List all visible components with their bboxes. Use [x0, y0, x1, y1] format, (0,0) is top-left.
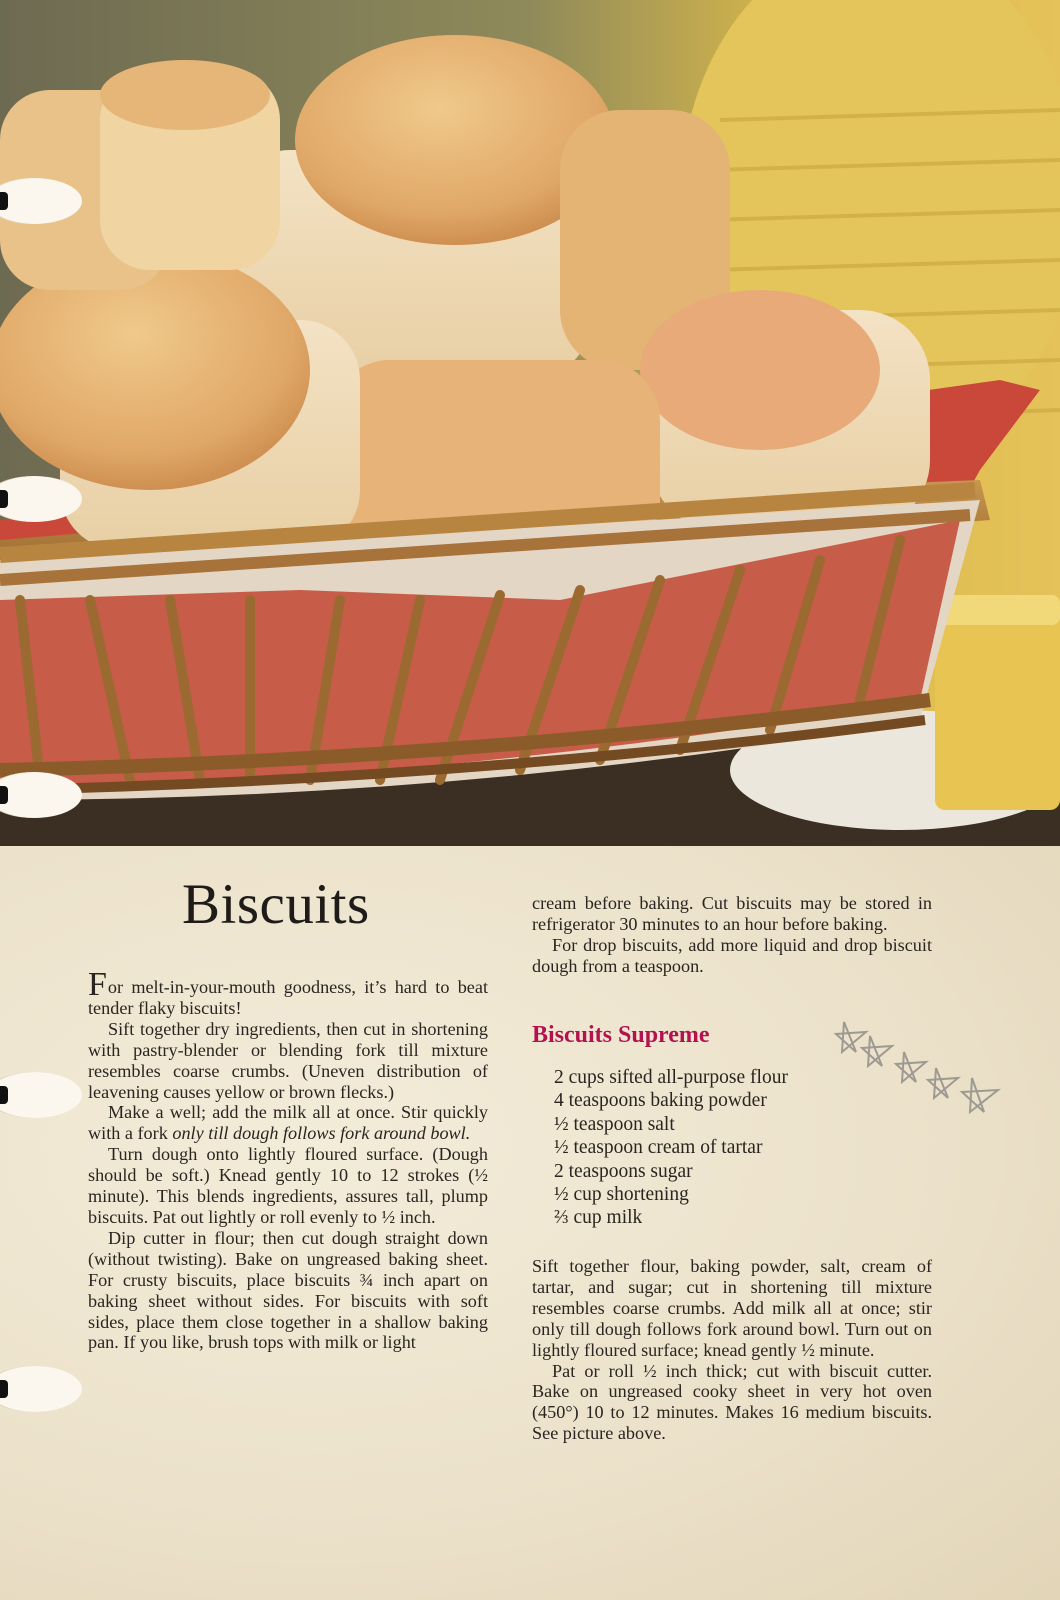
- list-item: ½ cup shortening: [554, 1184, 689, 1206]
- list-item: ⅔ cup milk: [554, 1207, 643, 1229]
- cut-paragraph: Dip cutter in flour; then cut dough straight down (without twisting). Bake on ungreased baking sheet. For crusty biscuits, place biscuits ¾ inch apart on baking sheet without sides. For biscuits with soft sides, place them close together in a shallow baking pan. If you like, brush tops with milk or light: [88, 1227, 488, 1353]
- ingredient-list: [554, 1066, 788, 1230]
- list-item: 2 teaspoons sugar: [554, 1160, 693, 1182]
- list-item: ½ teaspoon salt: [554, 1113, 675, 1135]
- drop-biscuits-paragraph: For drop biscuits, add more liquid and drop biscuit dough from a teaspoon.: [532, 934, 932, 976]
- knead-paragraph: Turn dough onto lightly floured surface. (Dough should be soft.) Knead gently 10 to 12 strokes (½ minute). This blends ingredients, assures tall, plump biscuits. Pat out lightly or roll evenly to ½ inch.: [88, 1144, 488, 1227]
- sift-paragraph: Sift together dry ingredients, then cut in shortening with pastry-blender or blending fork till mixture resembles coarse crumbs. (Uneven distribution of leavening causes yellow or brown flecks.): [88, 1018, 488, 1102]
- list-item: 2 cups sifted all-purpose flour: [554, 1067, 788, 1088]
- right-column: [532, 893, 932, 977]
- left-column: [88, 966, 488, 1353]
- mix-text: Make a well; add the milk all at once. Stir quickly with a fork: [88, 1102, 488, 1144]
- list-item: ½ teaspoon cream of tartar: [554, 1137, 763, 1159]
- method-section: [532, 1256, 932, 1444]
- drop-cap: F: [88, 966, 107, 1003]
- subrecipe-title: Biscuits Supreme: [532, 1022, 710, 1048]
- method-paragraph: Sift together flour, baking powder, salt, cream of tartar, and sugar; cut in shortening till mixture resembles coarse crumbs. Add milk all at once; stir only till dough follows fork around bowl. Turn out on lightly floured surface; knead gently ½ minute.: [532, 1256, 932, 1360]
- intro-text: or melt-in-your-mouth goodness, it’s hard to beat tender flaky biscuits!: [88, 977, 488, 1018]
- intro-paragraph: [88, 966, 488, 1019]
- method-paragraph: Pat or roll ½ inch thick; cut with biscuit cutter. Bake on ungreased cooky sheet in very hot oven (450°) 10 to 12 minutes. Makes 16 medium biscuits. See picture above.: [532, 1360, 932, 1444]
- mix-emphasis: only till dough follows fork around bowl.: [172, 1123, 471, 1144]
- hand-drawn-star-rating-icon: [832, 1012, 1007, 1122]
- page-title: Biscuits: [182, 873, 370, 936]
- list-item: 4 teaspoons baking powder: [554, 1090, 767, 1112]
- storage-paragraph: cream before baking. Cut biscuits may be stored in refrigerator 30 minutes to an hour before baking.: [532, 893, 932, 934]
- mix-paragraph: [88, 1102, 488, 1144]
